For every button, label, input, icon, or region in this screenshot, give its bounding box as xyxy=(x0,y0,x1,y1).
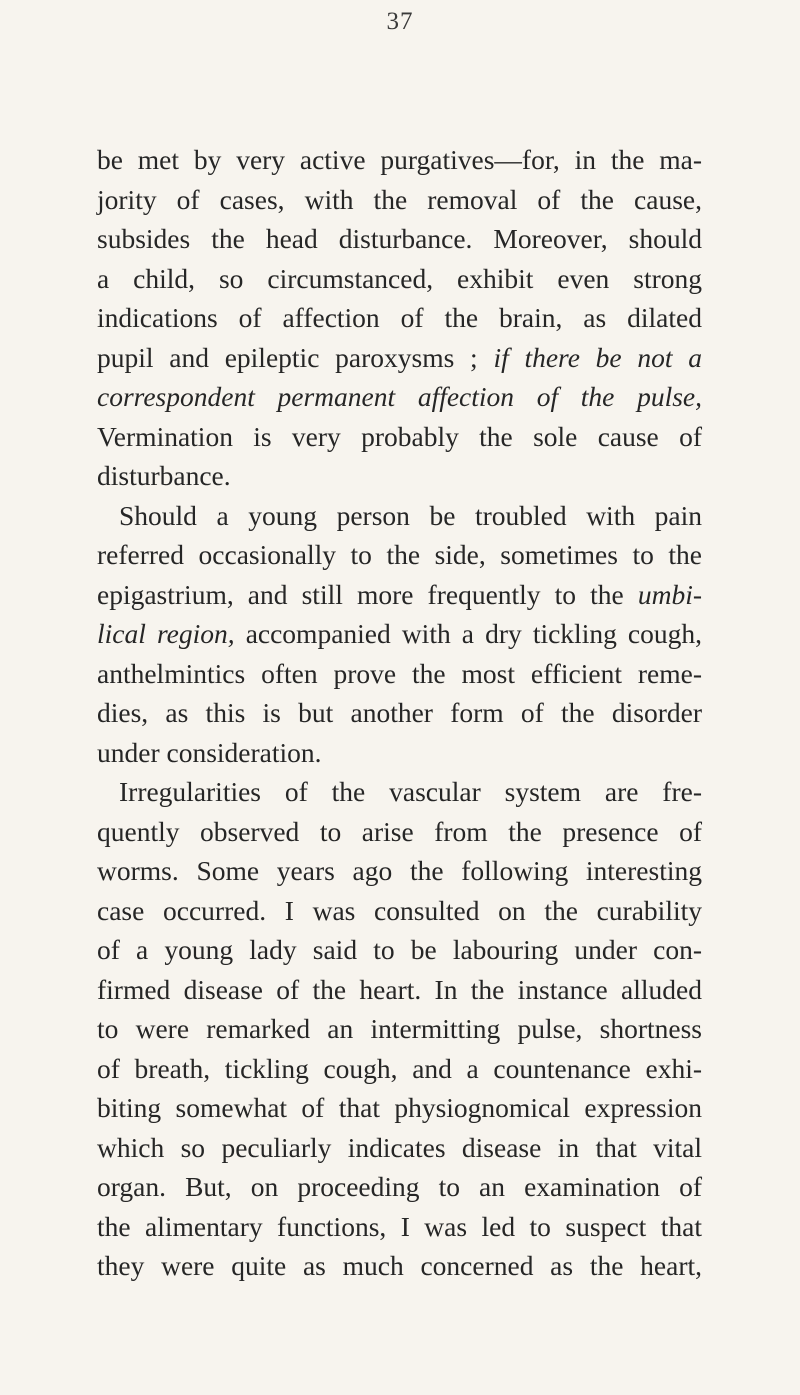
text-segment: accompanied with a dry tickling cough, xyxy=(245,618,702,649)
text-line: subsides the head disturbance. Moreover, should xyxy=(97,223,702,254)
text-line xyxy=(97,338,702,378)
text-line: quently observed to arise from the presence of xyxy=(97,815,702,847)
italic-word: umbi- xyxy=(637,578,702,610)
text-line: Vermination is very probably the sole cause of xyxy=(97,420,702,452)
text-segment: pupil and epileptic paroxysms ; xyxy=(97,341,478,373)
text-line: case occurred. I was consulted on the curability xyxy=(97,894,702,926)
text-line: referred occasionally to the side, sometimes to the xyxy=(97,539,702,570)
italic-phrase: lical region, xyxy=(97,618,235,649)
text-line: firmed disease of the heart. In the instance alluded xyxy=(97,973,702,1005)
text-line: which so peculiarly indicates disease in that vital xyxy=(97,1131,702,1163)
italic-phrase: if there be not a xyxy=(493,341,703,373)
text-line: to were remarked an intermitting pulse, shortness xyxy=(97,1013,702,1044)
text-line: of breath, tickling cough, and a countenance exhi- xyxy=(97,1052,702,1084)
paragraph-start: Irregularities of the vascular system are fre- xyxy=(119,776,702,807)
page-number: 37 xyxy=(386,8,414,35)
text-line: of a young lady said to be labouring under con- xyxy=(97,934,702,965)
text-line: organ. But, on proceeding to an examination of xyxy=(97,1171,702,1202)
text-line: disturbance. xyxy=(97,460,231,491)
text-line: dies, as this is but another form of the disorder xyxy=(97,697,702,728)
text-line: jority of cases, with the removal of the cause, xyxy=(97,183,702,215)
text-line: they were quite as much concerned as the heart, xyxy=(97,1250,702,1281)
text-line: anthelmintics often prove the most efficient reme- xyxy=(97,657,702,689)
paragraph-start: Should a young person be troubled with pain xyxy=(119,499,702,531)
text-line: indications of affection of the brain, as dilated xyxy=(97,302,702,333)
text-line xyxy=(97,575,702,615)
body-text xyxy=(97,140,702,1286)
text-line: the alimentary functions, I was led to suspect that xyxy=(97,1210,702,1242)
text-segment: epigastrium, and still more frequently to the xyxy=(97,578,624,610)
text-line: a child, so circumstanced, exhibit even strong xyxy=(97,262,702,294)
text-line xyxy=(97,614,702,654)
text-line-italic xyxy=(97,377,702,417)
text-line: be met by very active purgatives—for, in the ma- xyxy=(97,144,702,175)
text-line: biting somewhat of that physiognomical expression xyxy=(97,1092,702,1123)
text-line: worms. Some years ago the following interesting xyxy=(97,855,702,886)
text-line: under consideration. xyxy=(97,736,322,768)
italic-phrase: correspondent permanent affection of the pulse, xyxy=(97,381,702,412)
